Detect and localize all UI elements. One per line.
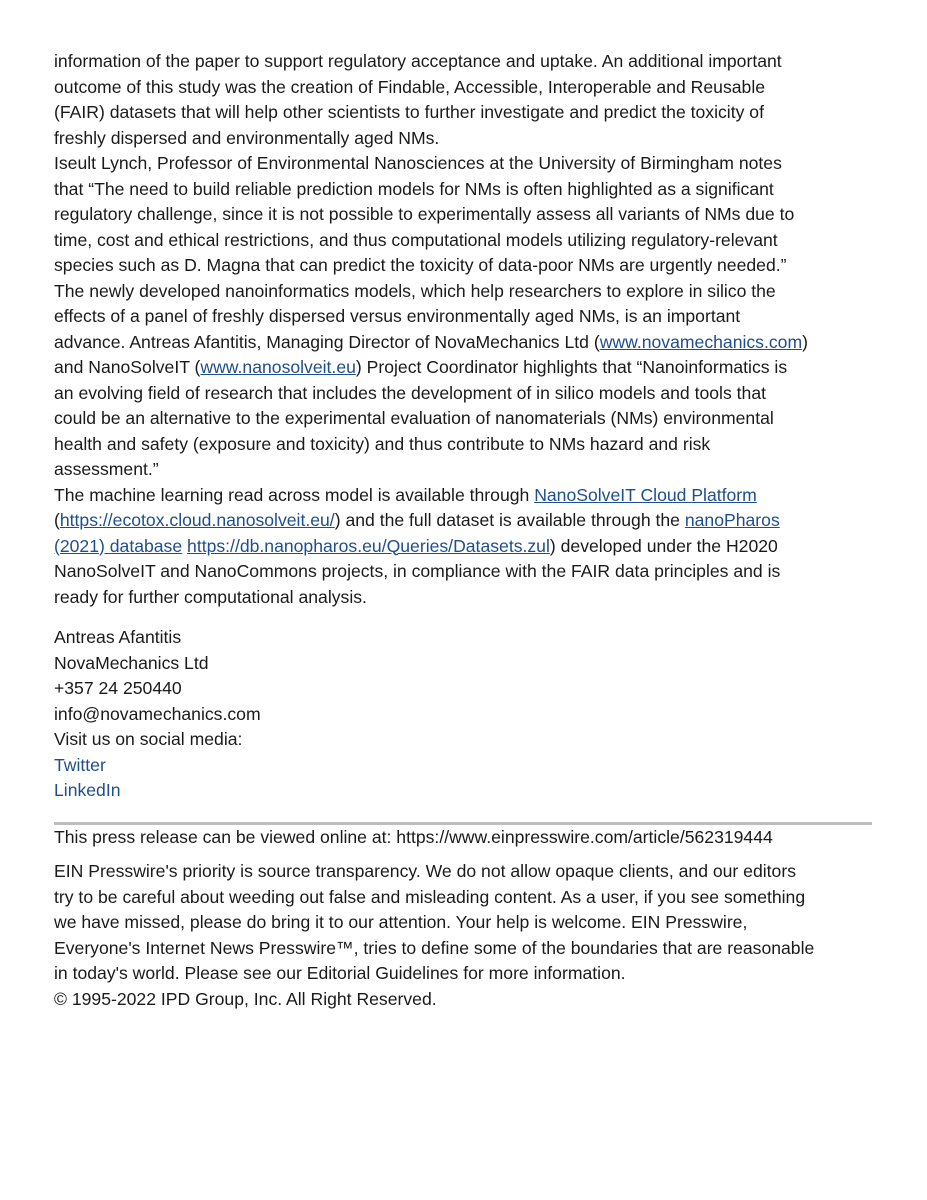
text-segment: health and safety (exposure and toxicity) and thus contribute to NMs hazard and risk — [54, 433, 711, 454]
paragraph-line — [54, 304, 808, 330]
text-segment: species such as D. Magna that can predict the toxicity of data-poor NMs are urgently needed.” — [54, 255, 787, 275]
paragraph-line — [54, 177, 808, 203]
linkedin-link[interactable]: LinkedIn — [54, 780, 121, 800]
disclaimer-line: in today's world. Please see our Editorial Guidelines for more information. — [54, 963, 626, 983]
inline-link[interactable]: NanoSolveIT Cloud Platform — [534, 484, 757, 505]
text-segment: that “The need to build reliable prediction models for NMs is often highlighted as a significant — [54, 178, 774, 199]
contact-email: info@novamechanics.com — [54, 703, 261, 724]
text-segment: ( — [54, 510, 60, 530]
inline-link[interactable]: nanoPharos — [684, 510, 780, 530]
online-url-text: This press release can be viewed online at: https://www.einpresswire.com/article/562319444 — [54, 827, 773, 847]
text-segment: The machine learning read across model is available through — [54, 484, 535, 505]
text-segment: ready for further computational analysis. — [54, 586, 367, 607]
paragraph-line — [54, 483, 808, 509]
inline-link[interactable]: https://db.nanopharos.eu/Queries/Datasets.zul — [187, 535, 550, 556]
text-segment: ) — [802, 331, 808, 352]
text-segment: could be an alternative to the experimental evaluation of nanomaterials (NMs) environmental — [54, 408, 774, 428]
text-segment: ) Project Coordinator highlights that “Nanoinformatics is — [355, 357, 788, 377]
social-label: Visit us on social media: — [54, 729, 243, 749]
text-segment: NanoSolveIT and NanoCommons projects, in compliance with the FAIR data principles and is — [54, 561, 781, 581]
text-segment: ) and the full dataset is available through the — [334, 510, 685, 530]
text-segment: assessment.” — [54, 459, 159, 479]
disclaimer-line: EIN Presswire's priority is source transparency. We do not allow opaque clients, and our editors — [54, 861, 796, 881]
copyright: © 1995-2022 IPD Group, Inc. All Right Reserved. — [54, 988, 437, 1009]
text-segment: freshly dispersed and environmentally aged NMs. — [54, 127, 440, 148]
contact-name: Antreas Afantitis — [54, 627, 182, 647]
disclaimer-line: try to be careful about weeding out false and misleading content. As a user, if you see something — [54, 886, 806, 907]
contact-phone: +357 24 250440 — [54, 678, 182, 698]
paragraph-line — [54, 406, 808, 432]
text-segment: information of the paper to support regulatory acceptance and uptake. An additional important — [54, 51, 782, 71]
article-body — [54, 49, 808, 610]
paragraph-line — [54, 228, 808, 254]
text-segment: ) developed under the H2020 — [549, 535, 778, 556]
inline-link[interactable]: www.nanosolveit.eu — [200, 357, 356, 377]
text-segment: effects of a panel of freshly dispersed versus environmentally aged NMs, is an important — [54, 306, 741, 326]
text-segment: an evolving field of research that includes the development of in silico models and tools that — [54, 382, 766, 403]
contact-company: NovaMechanics Ltd — [54, 652, 209, 673]
paragraph-line — [54, 432, 808, 458]
text-segment: and NanoSolveIT ( — [54, 357, 201, 377]
text-segment: The newly developed nanoinformatics models, which help researchers to explore in silico the — [54, 280, 776, 301]
twitter-link[interactable]: Twitter — [54, 754, 106, 775]
text-segment: Iseult Lynch, Professor of Environmental Nanosciences at the University of Birmingham notes — [54, 153, 782, 173]
paragraph-line — [54, 75, 808, 101]
paragraph-line — [54, 534, 808, 560]
inline-link[interactable]: https://ecotox.cloud.nanosolveit.eu/ — [59, 510, 335, 530]
inline-link[interactable]: www.novamechanics.com — [599, 331, 803, 352]
paragraph-line — [54, 457, 808, 483]
text-segment: advance. Antreas Afantitis, Managing Director of NovaMechanics Ltd ( — [54, 331, 600, 352]
paragraph-line — [54, 126, 808, 152]
paragraph-line — [54, 330, 808, 356]
paragraph-line — [54, 49, 808, 75]
paragraph-line — [54, 381, 808, 407]
paragraph-line — [54, 279, 808, 305]
paragraph-line — [54, 151, 808, 177]
paragraph-line — [54, 508, 808, 534]
paragraph-line — [54, 559, 808, 585]
contact-block — [54, 625, 261, 804]
paragraph-line — [54, 202, 808, 228]
disclaimer — [54, 859, 814, 1012]
text-segment: regulatory challenge, since it is not possible to experimentally assess all variants of NMs due to — [54, 204, 795, 224]
text-segment: outcome of this study was the creation of Findable, Accessible, Interoperable and Reusable — [54, 76, 766, 97]
text-segment: (FAIR) datasets that will help other scientists to further investigate and predict the toxicity of — [54, 102, 764, 122]
disclaimer-line: Everyone's Internet News Presswire™, tries to define some of the boundaries that are reasonable — [54, 937, 815, 958]
paragraph-line — [54, 585, 808, 611]
inline-link[interactable]: (2021) database — [54, 535, 183, 556]
paragraph-line — [54, 355, 808, 381]
paragraph-line — [54, 253, 808, 279]
paragraph-line — [54, 100, 808, 126]
disclaimer-line: we have missed, please do bring it to our attention. Your help is welcome. EIN Presswire, — [54, 912, 748, 932]
text-segment: time, cost and ethical restrictions, and thus computational models utilizing regulatory-relevant — [54, 229, 778, 250]
online-notice — [54, 825, 773, 851]
